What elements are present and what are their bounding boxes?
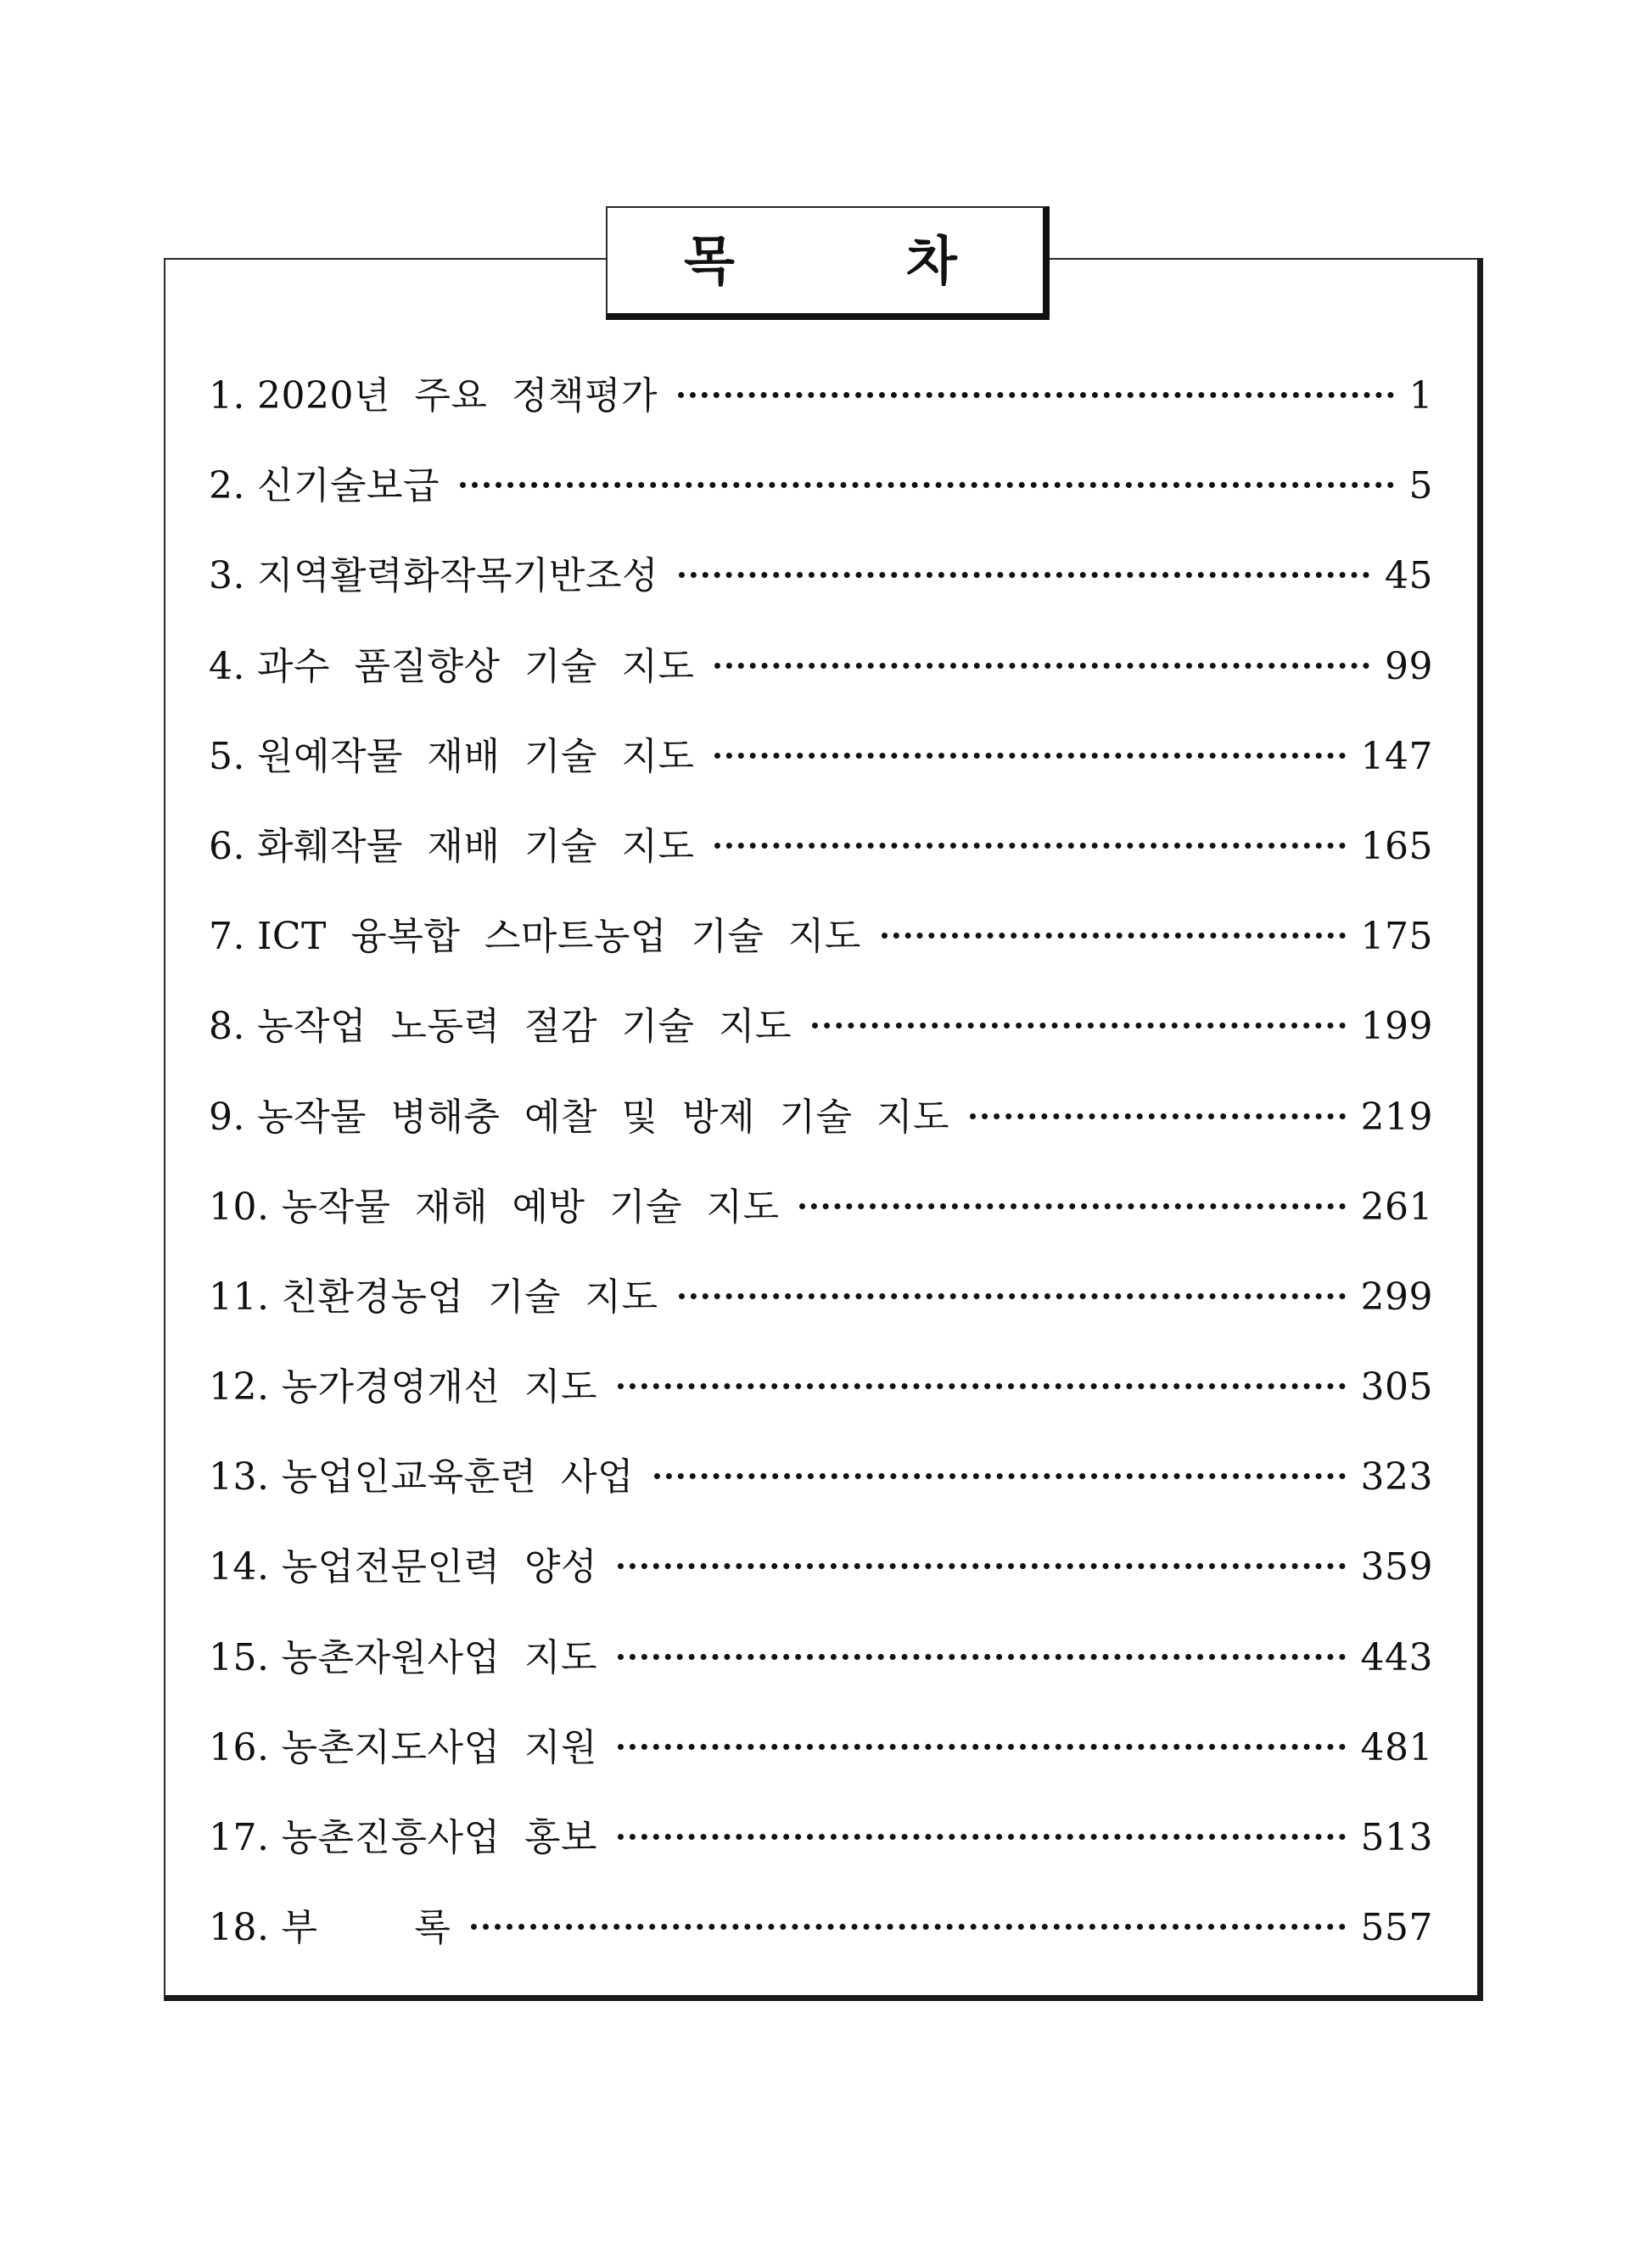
toc-entry[interactable] <box>209 1536 1433 1626</box>
toc-entry-page: 305 <box>1360 1365 1433 1410</box>
toc-entry[interactable] <box>209 1717 1433 1807</box>
toc-entry-page: 219 <box>1360 1095 1433 1139</box>
toc-entry-page: 261 <box>1360 1185 1433 1229</box>
toc-entry-page: 147 <box>1360 734 1433 778</box>
toc-entry-number: 9. <box>209 1095 245 1139</box>
toc-entry-title: 농가경영개선 지도 <box>281 1365 598 1410</box>
toc-entry-page: 443 <box>1360 1635 1433 1679</box>
toc-entry-number: 12. <box>209 1365 270 1410</box>
toc-entry-title: 농촌진흥사업 홍보 <box>281 1816 598 1859</box>
toc-entry[interactable] <box>209 365 1433 455</box>
toc-entry[interactable] <box>209 1807 1433 1897</box>
toc-leader-dots <box>618 1744 1346 1750</box>
toc-leader-dots <box>970 1113 1346 1119</box>
toc-entry-number: 16. <box>209 1725 270 1769</box>
toc-leader-dots <box>679 1293 1346 1299</box>
toc-entry-page: 175 <box>1360 915 1433 959</box>
toc-entry-page: 165 <box>1360 824 1433 868</box>
toc-entry-title: 농촌지도사업 지원 <box>281 1725 598 1769</box>
toc-entry-title: 친환경농업 기술 지도 <box>281 1275 658 1319</box>
toc-leader-dots <box>714 843 1345 849</box>
toc-entry-number: 1. <box>209 374 245 418</box>
toc-entry[interactable] <box>209 905 1433 995</box>
toc-entry[interactable] <box>209 1086 1433 1176</box>
toc-entry[interactable] <box>209 816 1433 905</box>
toc-entry[interactable] <box>209 455 1433 545</box>
toc-entry-title: 과수 품질향상 기술 지도 <box>256 644 695 688</box>
toc-entry-title: 신기술보급 <box>256 464 440 508</box>
title-box <box>606 206 1050 320</box>
toc-entry[interactable] <box>209 1627 1433 1717</box>
toc-entry-page: 99 <box>1385 644 1433 688</box>
toc-entry-number: 6. <box>209 824 245 868</box>
page-title-char-2: 차 <box>906 230 957 292</box>
toc-leader-dots <box>618 1834 1346 1840</box>
toc-entry-title: 농촌자원사업 지도 <box>281 1635 598 1679</box>
toc-entry-number: 13. <box>209 1455 270 1499</box>
toc-entry-number: 18. <box>209 1906 270 1950</box>
toc-entry-number: 8. <box>209 1005 245 1049</box>
toc-entry-page: 45 <box>1385 554 1433 598</box>
toc-entry-number: 2. <box>209 464 245 508</box>
toc-entry[interactable] <box>209 636 1433 726</box>
toc-entry-number: 14. <box>209 1545 270 1589</box>
toc-leader-dots <box>618 1563 1346 1569</box>
toc-entry-number: 15. <box>209 1635 270 1679</box>
toc-entry-title: 농업인교육훈련 사업 <box>281 1455 635 1499</box>
toc-entry-page: 323 <box>1360 1455 1433 1499</box>
toc-entry-page: 199 <box>1360 1005 1433 1049</box>
toc-leader-dots <box>654 1473 1346 1479</box>
toc-entry[interactable] <box>209 1446 1433 1536</box>
toc-entry[interactable] <box>209 995 1433 1085</box>
toc-entry-number: 5. <box>209 734 245 778</box>
toc-leader-dots <box>714 753 1345 759</box>
toc-leader-dots <box>882 933 1346 939</box>
page-title-char-1: 목 <box>684 230 735 292</box>
toc-leader-dots <box>618 1383 1346 1389</box>
toc-leader-dots <box>714 663 1369 669</box>
toc-entry-title: 화훼작물 재배 기술 지도 <box>256 824 695 868</box>
toc-entry-page: 5 <box>1408 464 1433 508</box>
toc-entry[interactable] <box>209 1266 1433 1356</box>
toc-leader-dots <box>799 1203 1345 1209</box>
toc-entry-page: 513 <box>1360 1816 1433 1859</box>
toc-entry-title: 원예작물 재배 기술 지도 <box>256 734 695 778</box>
toc-entry-title: 농작물 병해충 예찰 및 방제 기술 지도 <box>256 1095 949 1139</box>
toc-entry-page: 1 <box>1408 374 1433 418</box>
toc-list <box>209 365 1433 1987</box>
toc-entry[interactable] <box>209 545 1433 635</box>
toc-entry[interactable] <box>209 1897 1433 1987</box>
toc-entry-page: 359 <box>1360 1545 1433 1589</box>
toc-entry-number: 10. <box>209 1185 270 1229</box>
toc-leader-dots <box>460 482 1393 488</box>
toc-leader-dots <box>618 1654 1346 1660</box>
toc-entry[interactable] <box>209 1176 1433 1266</box>
toc-entry-title: 부 록 <box>281 1906 451 1950</box>
toc-leader-dots <box>471 1924 1345 1930</box>
toc-leader-dots <box>678 392 1394 398</box>
toc-entry-page: 557 <box>1360 1906 1433 1950</box>
toc-entry-number: 11. <box>209 1275 270 1319</box>
toc-entry-title: 농업전문인력 양성 <box>281 1545 598 1589</box>
toc-entry-title: ICT 융복합 스마트농업 기술 지도 <box>256 915 861 959</box>
toc-entry-number: 17. <box>209 1816 270 1859</box>
toc-entry-number: 7. <box>209 915 245 959</box>
toc-entry-number: 4. <box>209 644 245 688</box>
toc-entry[interactable] <box>209 1356 1433 1446</box>
toc-entry-title: 2020년 주요 정책평가 <box>256 374 658 418</box>
toc-entry-title: 농작업 노동력 절감 기술 지도 <box>256 1005 792 1049</box>
toc-leader-dots <box>812 1023 1346 1029</box>
toc-entry[interactable] <box>209 726 1433 816</box>
toc-entry-number: 3. <box>209 554 245 598</box>
toc-leader-dots <box>679 572 1369 578</box>
toc-entry-page: 299 <box>1360 1275 1433 1319</box>
toc-entry-title: 농작물 재해 예방 기술 지도 <box>281 1185 780 1229</box>
toc-entry-title: 지역활력화작목기반조성 <box>256 554 659 598</box>
toc-entry-page: 481 <box>1360 1725 1433 1769</box>
